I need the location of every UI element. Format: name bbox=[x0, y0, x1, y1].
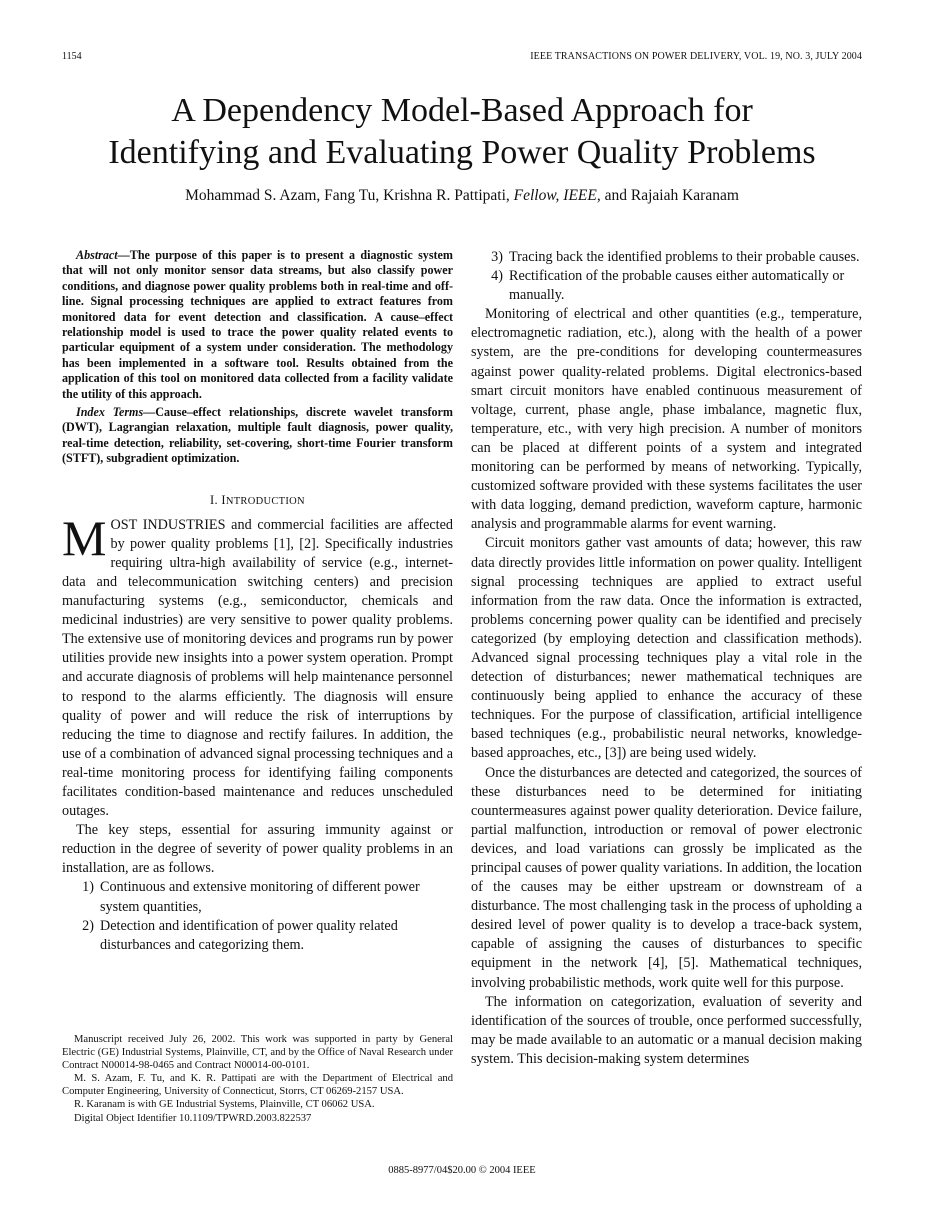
intro-paragraph-3: Monitoring of electrical and other quantities (e.g., temperature, electromagnetic radiation, etc.), along with the health of a power system, are the pre-conditions for developing countermeasures against power quality-related problems. Digital electronics-based smart circuit monitors have enabled continuous measurement of voltage, current, phase angle, phase imbalance, magnetic flux, temperature, etc., with very high precision. A number of monitors can be placed at different points of a system and integrated monitoring can be performed by means of networking. Typically, customized software provided with these systems facilitates the user with data logging, demand prediction, waveform capture, harmonic analysis and programmable alarms for event warning. bbox=[471, 306, 862, 533]
list-text: Continuous and extensive monitoring of different power system quantities, bbox=[100, 879, 420, 915]
author-list: Mohammad S. Azam, Fang Tu, Krishna R. Pattipati, Fellow, IEEE, and Rajaiah Karanam bbox=[185, 187, 739, 204]
left-column bbox=[62, 248, 453, 955]
intro-paragraph-1-text: OST INDUSTRIES and commercial facilities are affected by power quality problems [1], [2]. Specifically industries requiring ultra-high availability of service (e.g., internet-data and telecommunication switching centers) and precision manufacturing systems (e.g., semiconductor, chemicals and medicinal industries) are very sensitive to power quality problems. The extensive use of monitoring devices and programs run by power utilities provide new insights into a power system operation. Prompt and accurate diagnosis of problems will help maintenance personnel to respond to the alarms efficiently. The diagnosis will ensure quality of power and will reduce the risk of interruptions by reducing the time to diagnose and rectify failures. In addition, the use of a combination of advanced signal processing techniques and a real-time monitoring process for identifying failing components facilitates condition-based maintenance and reduces unscheduled outages. bbox=[62, 516, 453, 820]
author-last: , and Rajaiah Karanam bbox=[596, 187, 739, 204]
copyright-footer: 0885-8977/04$20.00 © 2004 IEEE bbox=[388, 1165, 536, 1176]
footnote: M. S. Azam, F. Tu, and K. R. Pattipati are with the Department of Electrical and Computer Engineering, University of Connecticut, Storrs, CT 06269-2157 USA. bbox=[62, 1073, 453, 1098]
footnotes bbox=[62, 1033, 453, 1125]
index-terms bbox=[62, 405, 453, 467]
abstract-text: —The purpose of this paper is to present a diagnostic system that will not only monitor sensor data streams, but also classify power conditions, and diagnose power quality problems both in real-time and off-line. Signal processing techniques are applied to extract features from monitored data for event detection and classification. A cause–effect relationship model is used to trace the power quality related events to particular equipment of a system under consideration. The methodology has been implemented in a software tool. Results obtained from the application of this tool on monitored data collected from a facility validate the utility of this approach. bbox=[62, 248, 453, 401]
list-number: 3) bbox=[491, 249, 503, 265]
list-item bbox=[471, 267, 862, 305]
paper-title bbox=[0, 90, 924, 174]
section-numeral: I. I bbox=[210, 492, 226, 507]
footnote: Digital Object Identifier 10.1109/TPWRD.2003.822537 bbox=[74, 1112, 312, 1124]
right-column bbox=[471, 248, 862, 1069]
author-names: Mohammad S. Azam, Fang Tu, Krishna R. Pattipati bbox=[185, 187, 506, 204]
list-item bbox=[62, 917, 453, 955]
title-line-2: Identifying and Evaluating Power Quality Problems bbox=[108, 134, 816, 171]
intro-paragraph-2: The key steps, essential for assuring immunity against or reduction in the degree of severity of power quality problems in an installation, are as follows. bbox=[62, 822, 453, 877]
author-fellow: Fellow, IEEE bbox=[513, 187, 597, 204]
list-number: 2) bbox=[82, 917, 94, 934]
index-terms-text: —Cause–effect relationships, discrete wavelet transform (DWT), Lagrangian relaxation, multiple fault diagnosis, power quality, real-time detection, reliability, set-covering, short-time Fourier transform (STFT), subgradient optimization. bbox=[62, 405, 453, 466]
list-text: Tracing back the identified problems to their probable causes. bbox=[509, 249, 860, 265]
intro-paragraph-6: The information on categorization, evaluation of severity and identification of the sources of trouble, once performed successfully, may be made available to an automatic or a manual decision making system. This decision-making system determines bbox=[471, 993, 862, 1067]
page-number: 1154 bbox=[62, 51, 82, 62]
journal-header: IEEE TRANSACTIONS ON POWER DELIVERY, VOL. 19, NO. 3, JULY 2004 bbox=[530, 51, 862, 62]
section-rest: NTRODUCTION bbox=[225, 495, 305, 507]
list-number: 1) bbox=[82, 879, 94, 896]
list-text: Detection and identification of power quality related disturbances and categorizing them. bbox=[100, 917, 398, 953]
intro-paragraph-4: Circuit monitors gather vast amounts of data; however, this raw data directly provides little information on power quality. Intelligent signal processing techniques are applied to extract useful information from the raw data. Once the information is extracted, problems concerning power quality can be identified and precisely categorized (by employing detection and classification methods). Advanced signal processing techniques play a vital role in the detection of disturbances; newer mathematical techniques are continuously being applied to enhance the accuracy of these techniques. For the purpose of classification, artificial intelligence based techniques (e.g., probabilistic neural networks, knowledge-based approaches, etc., [3]) are being used widely. bbox=[471, 535, 862, 762]
index-terms-lead: Index Terms bbox=[76, 405, 144, 420]
drop-cap: M bbox=[62, 509, 107, 566]
abstract bbox=[62, 248, 453, 402]
intro-paragraph-5: Once the disturbances are detected and categorized, the sources of these disturbances need to be determined for initiating countermeasures against power quality deterioration. Device failure, partial malfunction, introduction or removal of power electronic devices, and load variations can grossly be implicated as the principal causes of power quality variations. In addition, the location of the causes may be either upstream or downstream of a disturbance. The most challenging task in the process of upholding a desired level of power quality is to develop a trace-back system, capable of assigning the causes of disturbances to specific equipment in the network [4], [5]. Mathematical techniques, involving probabilistic methods, work quite well for this purpose. bbox=[471, 764, 862, 991]
list-item bbox=[62, 878, 453, 916]
footnote: Manuscript received July 26, 2002. This work was supported in party by General Electric (GE) Industrial Systems, Plainville, CT, and by the Office of Naval Research under Contract N00014-98-0465 and Contract N00014-00-0101. bbox=[62, 1034, 453, 1072]
list-number: 4) bbox=[491, 268, 503, 285]
section-heading bbox=[62, 493, 453, 508]
intro-paragraph-1 bbox=[62, 509, 453, 822]
list-item bbox=[471, 248, 862, 267]
abstract-lead: Abstract bbox=[76, 248, 118, 262]
title-line-1: A Dependency Model-Based Approach for bbox=[171, 92, 753, 129]
footnote: R. Karanam is with GE Industrial Systems, Plainville, CT 06062 USA. bbox=[74, 1099, 375, 1111]
list-text: Rectification of the probable causes either automatically or manually. bbox=[509, 268, 845, 304]
